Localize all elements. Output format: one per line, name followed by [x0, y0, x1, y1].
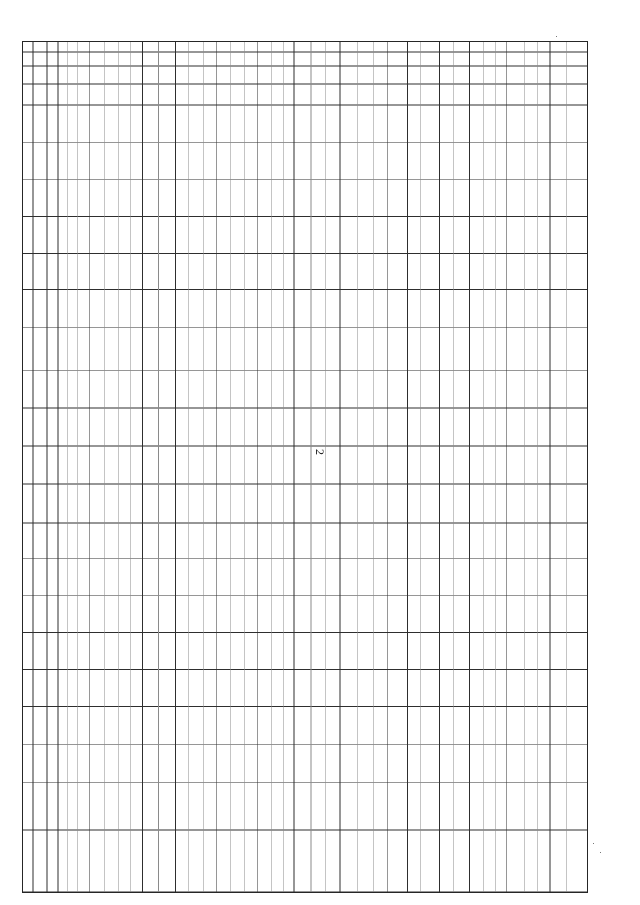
- page-number: 2: [313, 449, 327, 455]
- scan-mark: [600, 852, 601, 853]
- scan-mark: [593, 843, 594, 844]
- rotated-indicator-table: [22, 41, 588, 893]
- scan-mark: [556, 36, 557, 37]
- table-grid: [23, 42, 587, 892]
